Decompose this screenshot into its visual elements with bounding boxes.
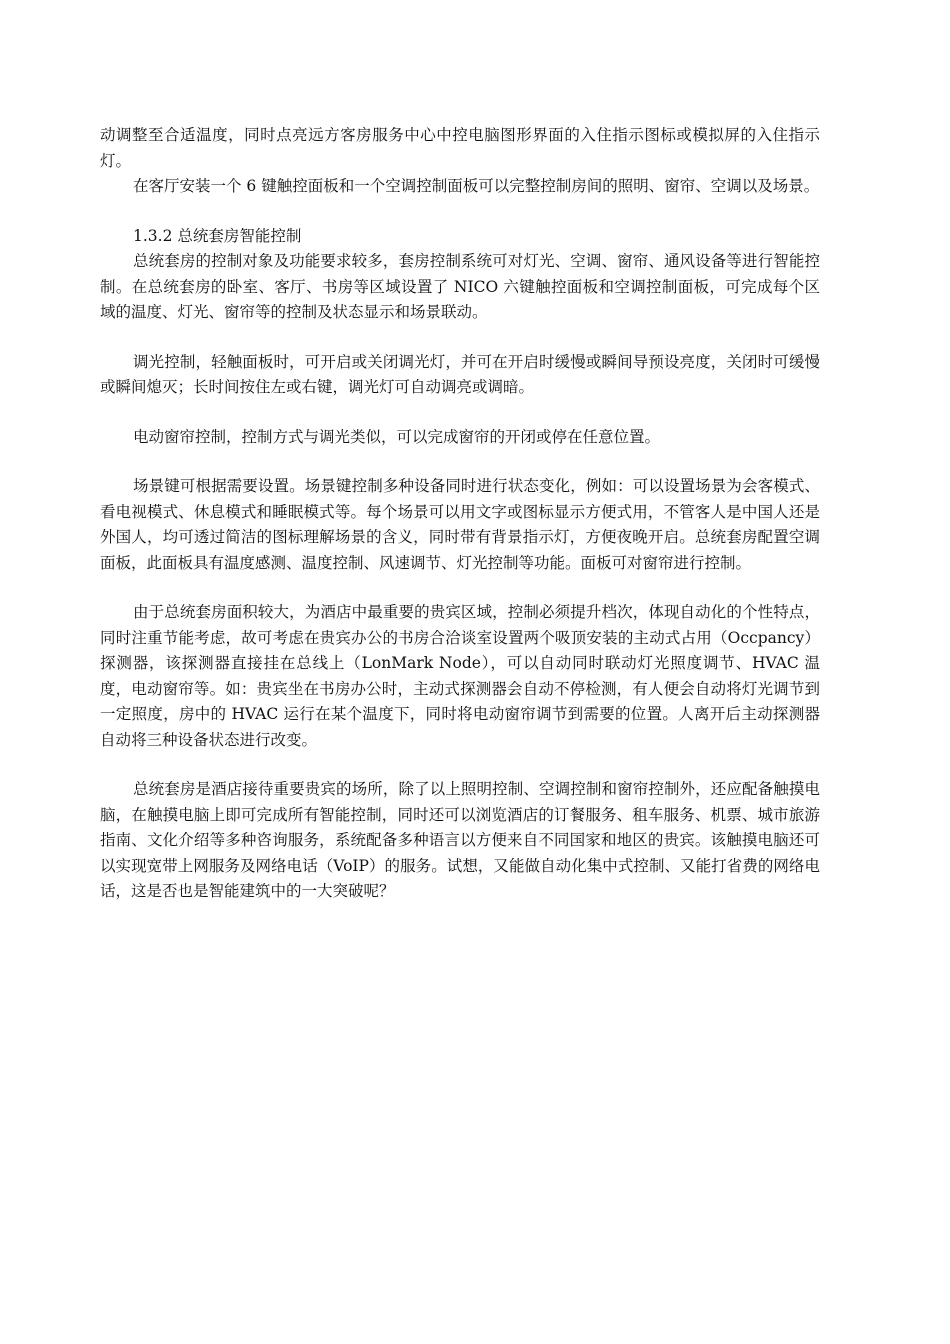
paragraph-dimming-control: 调光控制，轻触面板时，可开启或关闭调光灯，并可在开启时缓慢或瞬间导预设亮度，关闭时可缓慢或瞬间熄灭；长时间按住左或右键，调光灯可自动调亮或调暗。 [100, 352, 820, 396]
section-heading: 1.3.2 总统套房智能控制 [133, 226, 302, 245]
paragraph-curtain-control: 电动窗帘控制，控制方式与调光类似，可以完成窗帘的开闭或停在任意位置。 [133, 427, 661, 446]
paragraph-scene-keys: 场景键可根据需要设置。场景键控制多种设备同时进行状态变化，例如：可以设置场景为会客模式、看电视模式、休息模式和睡眠模式等。每个场景可以用文字或图标显示方便式用，不管客人是中国人还是外国人，均可透过简洁的图标理解场景的含义，同时带有背景指示灯，方便夜晚开启。总统套房配置空调面板，此面板具有温度感测、温度控制、风速调节、灯光控制等功能。面板可对窗帘进行控制。 [100, 477, 820, 572]
paragraph-continuation: 动调整至合适温度，同时点亮远方客房服务中心中控电脑图形界面的入住指示图标或模拟屏的入住指示灯。 [100, 126, 820, 170]
paragraph-occupancy-sensor: 由于总统套房面积较大，为酒店中最重要的贵宾区域，控制必须提升档次，体现自动化的个性特点，同时注重节能考虑，故可考虑在贵宾办公的书房合洽谈室设置两个吸顶安装的主动式占用（Occpancy）探测器，该探测器直接挂在总线上（LonMark Node），可以自动同时联动灯光照度调节、HVAC 温度，电动窗帘等。如：贵宾坐在书房办公时，主动式探测器会自动不停检测，有人便会自动将灯光调节到一定照度，房中的 HVAC 运行在某个温度下，同时将电动窗帘调节到需要的位置。人离开后主动探测器自动将三种设备状态进行改变。 [100, 603, 820, 749]
paragraph-living-room-panels: 在客厅安装一个 6 键触控面板和一个空调控制面板可以完整控制房间的照明、窗帘、空调以及场景。 [133, 177, 820, 195]
document-page [100, 123, 820, 905]
paragraph-touch-computer: 总统套房是酒店接待重要贵宾的场所，除了以上照明控制、空调控制和窗帘控制外，还应配备触摸电脑，在触摸电脑上即可完成所有智能控制，同时还可以浏览酒店的订餐服务、租车服务、机票、城市旅游指南、文化介绍等多种咨询服务，系统配备多种语言以方便来自不同国家和地区的贵宾。该触摸电脑还可以实现宽带上网服务及网络电话（VoIP）的服务。试想，又能做自动化集中式控制、又能打省费的网络电话，这是否也是智能建筑中的一大突破呢？ [100, 780, 820, 900]
paragraph-suite-control-overview: 总统套房的控制对象及功能要求较多，套房控制系统可对灯光、空调、窗帘、通风设备等进行智能控制。在总统套房的卧室、客厅、书房等区域设置了 NICO 六键触控面板和空调控制面板，可完成每个区域的温度、灯光、窗帘等的控制及状态显示和场景联动。 [100, 252, 820, 321]
